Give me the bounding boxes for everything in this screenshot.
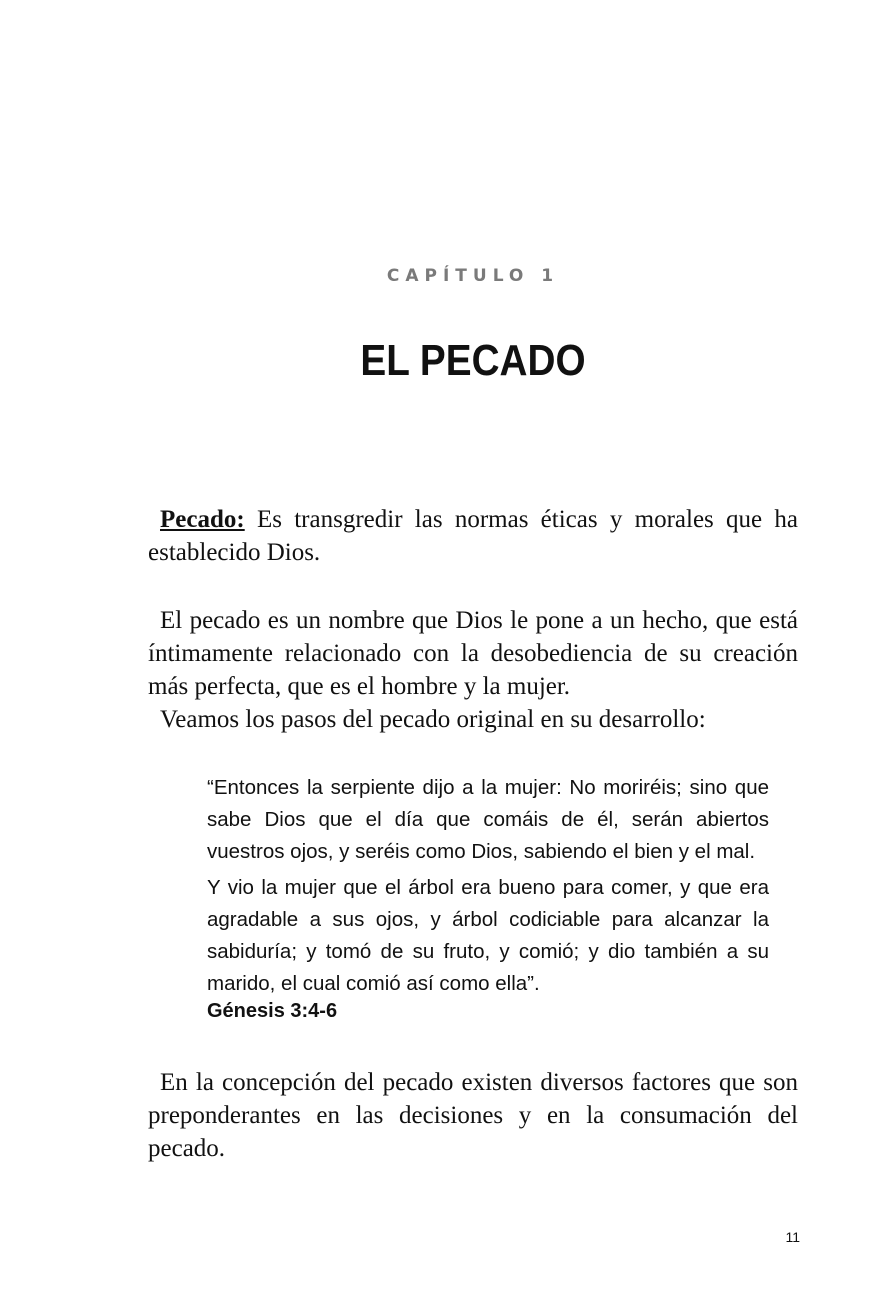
chapter-label: CAPÍTULO 1	[386, 266, 560, 286]
closing-paragraph	[148, 1066, 798, 1165]
definition-paragraph	[148, 503, 798, 569]
paragraph-sin-name: El pecado es un nombre que Dios le pone a un hecho, que está íntimamente relacionado con la desobediencia de su creación más perfecta, que es el hombre y la mujer.	[148, 607, 798, 700]
quote-part-2: Y vio la mujer que el árbol era bueno para comer, y que era agradable a sus ojos, y árbol codiciable para alcanzar la sabiduría; y tomó de su fruto, y comió; y dio también a su marido, el cual comió así como ella”.	[207, 876, 769, 995]
page-number: 11	[785, 1229, 800, 1245]
definition-term: Pecado:	[160, 506, 245, 533]
chapter-title: EL PECADO	[360, 336, 586, 385]
definition-text: Es transgredir las normas éticas y morales que ha establecido Dios.	[148, 506, 798, 566]
paragraph-steps: Veamos los pasos del pecado original en su desarrollo:	[160, 706, 706, 733]
quote-citation: Génesis 3:4-6	[207, 1000, 338, 1022]
scripture-quote	[207, 772, 769, 1000]
quote-part-1: “Entonces la serpiente dijo a la mujer: No moriréis; sino que sabe Dios que el día que comáis de él, serán abiertos vuestros ojos, y seréis como Dios, sabiendo el bien y el mal.	[207, 776, 769, 863]
intro-paragraph	[148, 604, 798, 736]
closing-text: En la concepción del pecado existen diversos factores que son preponderantes en las decisiones y en la consumación del pecado.	[148, 1069, 798, 1162]
